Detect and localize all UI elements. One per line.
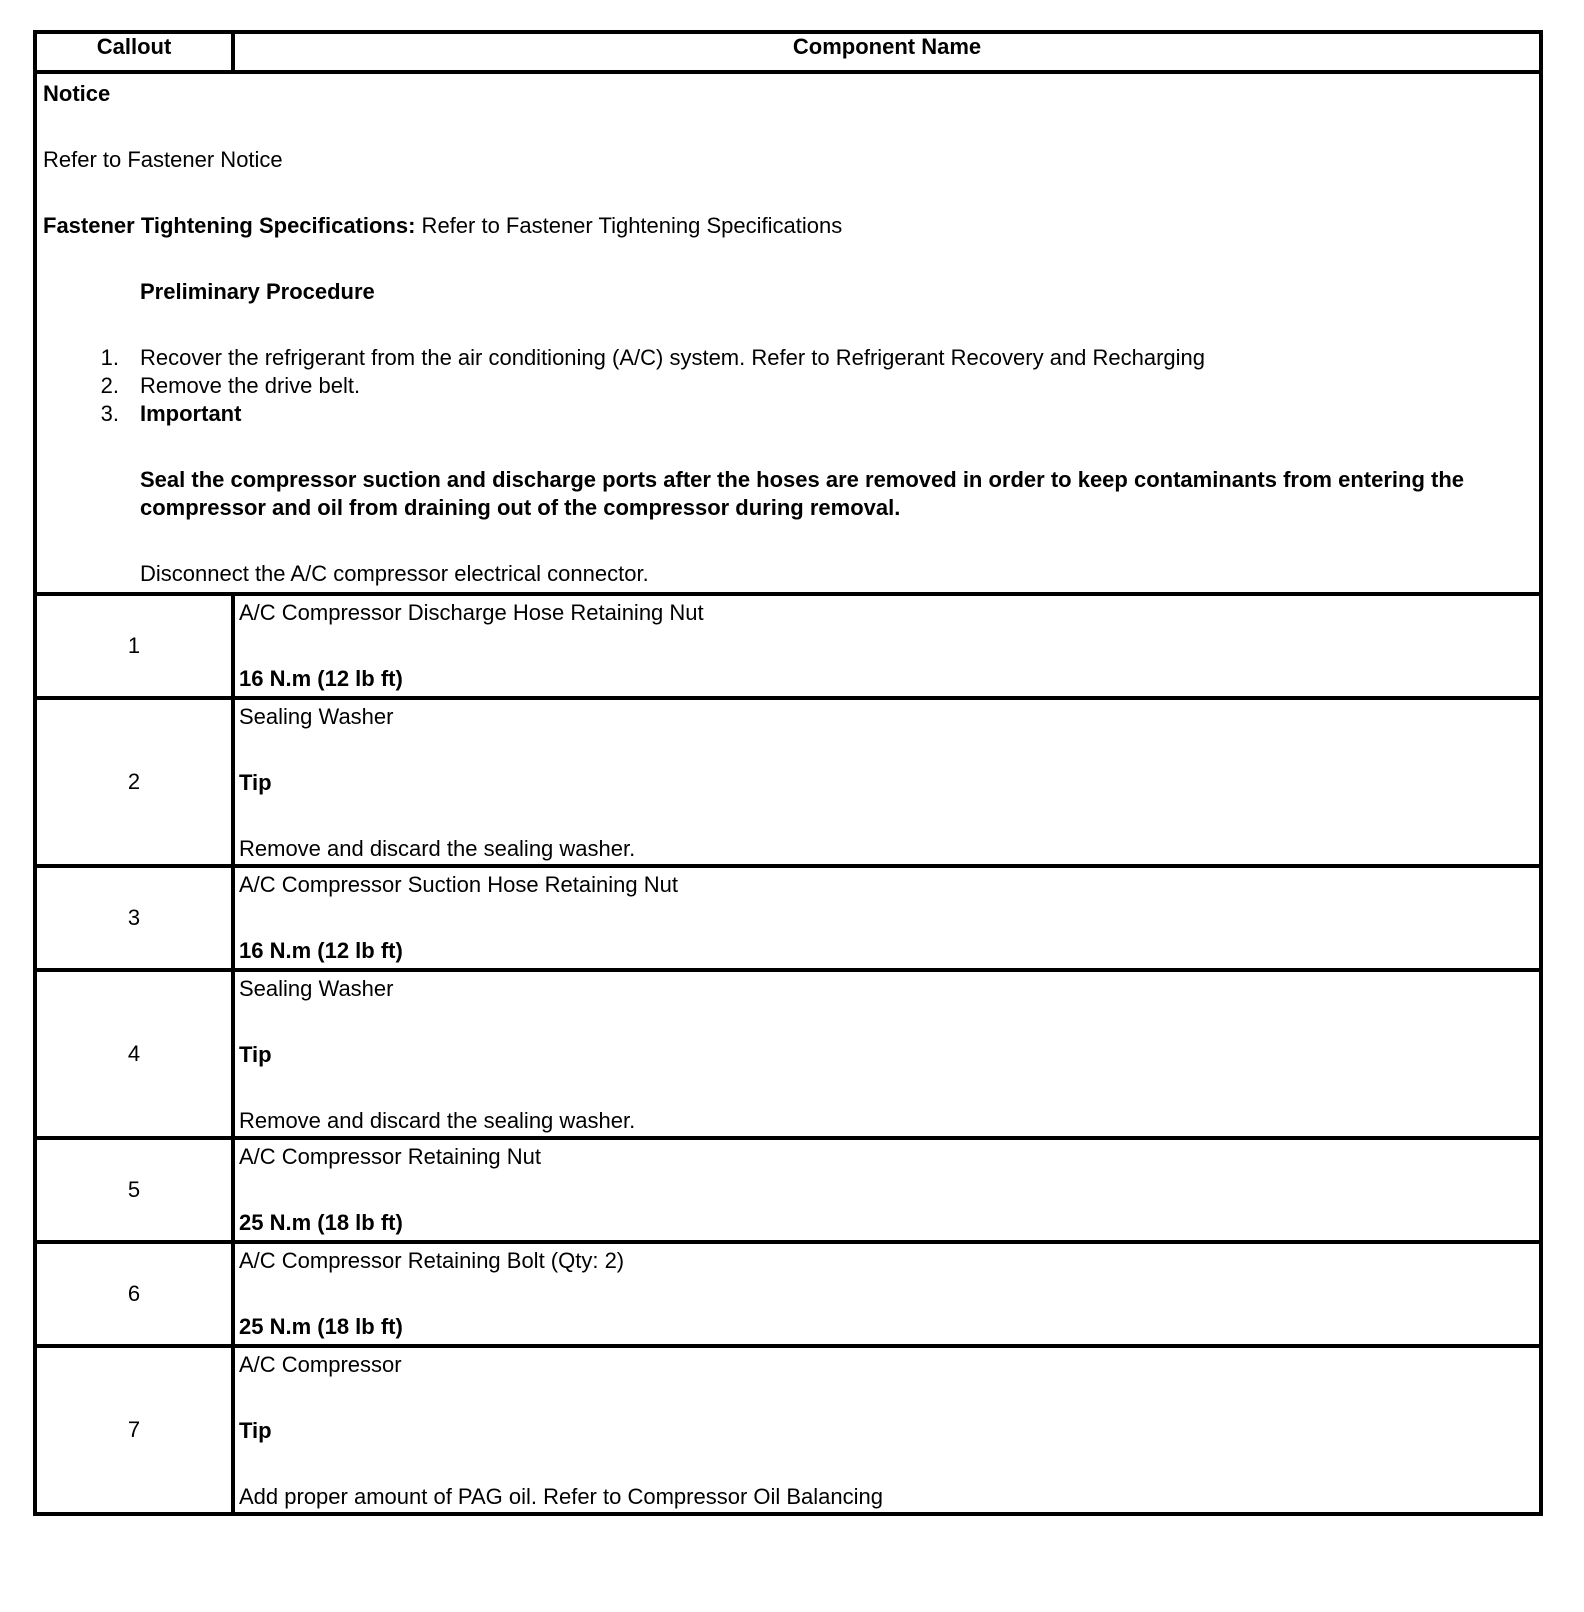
callout-number: 3 <box>35 866 233 970</box>
header-component-name: Component Name <box>233 32 1541 72</box>
table-row <box>35 970 1541 1138</box>
table-row <box>35 1242 1541 1346</box>
component-name: A/C Compressor Suction Hose Retaining Nut <box>239 872 678 897</box>
tip-text: Add proper amount of PAG oil. Refer to Compressor Oil Balancing <box>239 1484 884 1509</box>
table-row <box>35 698 1541 866</box>
preliminary-procedure-title: Preliminary Procedure <box>140 279 375 304</box>
component-cell <box>233 970 1541 1138</box>
component-name: A/C Compressor Discharge Hose Retaining Nut <box>239 600 704 625</box>
tip-text: Remove and discard the sealing washer. <box>239 836 636 861</box>
intro-row <box>35 72 1541 594</box>
torque-spec: 16 N.m (12 lb ft) <box>239 666 403 691</box>
procedure-steps <box>43 344 1533 428</box>
important-text: Seal the compressor suction and discharge ports after the hoses are removed in order to keep contaminants from entering the compressor and oil from draining out of the compressor during removal. <box>140 467 1464 520</box>
notice-text: Refer to Fastener Notice <box>43 147 283 172</box>
header-callout: Callout <box>35 32 233 72</box>
component-cell <box>233 1138 1541 1242</box>
component-name: A/C Compressor Retaining Nut <box>239 1144 542 1169</box>
tip-label: Tip <box>239 770 272 795</box>
torque-spec: 25 N.m (18 lb ft) <box>239 1210 403 1235</box>
component-cell <box>233 866 1541 970</box>
table-row <box>35 594 1541 698</box>
callout-number: 6 <box>35 1242 233 1346</box>
component-name: A/C Compressor <box>239 1352 402 1377</box>
callout-number: 5 <box>35 1138 233 1242</box>
table-row <box>35 1346 1541 1514</box>
component-cell <box>233 1242 1541 1346</box>
fastener-spec-line <box>43 212 1533 240</box>
table-header-row <box>35 32 1541 72</box>
torque-spec: 16 N.m (12 lb ft) <box>239 938 403 963</box>
procedure-step: 1. Recover the refrigerant from the air conditioning (A/C) system. Refer to Refrigerant Recovery and Recharging <box>100 345 1206 370</box>
fastener-spec-text: Refer to Fastener Tightening Specifications <box>415 213 843 238</box>
component-table <box>33 30 1543 1516</box>
table-row <box>35 866 1541 970</box>
callout-number: 4 <box>35 970 233 1138</box>
tip-label: Tip <box>239 1418 272 1443</box>
component-name: Sealing Washer <box>239 976 394 1001</box>
component-cell <box>233 698 1541 866</box>
component-name: A/C Compressor Retaining Bolt (Qty: 2) <box>239 1248 625 1273</box>
callout-number: 7 <box>35 1346 233 1514</box>
component-cell <box>233 1346 1541 1514</box>
fastener-spec-label: Fastener Tightening Specifications: <box>43 213 416 238</box>
component-name: Sealing Washer <box>239 704 394 729</box>
procedure-step: 3. Important <box>100 401 242 426</box>
procedure-step: 2. Remove the drive belt. <box>100 373 361 398</box>
notice-title: Notice <box>43 81 111 106</box>
torque-spec: 25 N.m (18 lb ft) <box>239 1314 403 1339</box>
tip-label: Tip <box>239 1042 272 1067</box>
final-step-text: Disconnect the A/C compressor electrical connector. <box>140 561 649 586</box>
callout-number: 2 <box>35 698 233 866</box>
tip-text: Remove and discard the sealing washer. <box>239 1108 636 1133</box>
callout-number: 1 <box>35 594 233 698</box>
component-cell <box>233 594 1541 698</box>
table-row <box>35 1138 1541 1242</box>
intro-cell <box>35 72 1541 594</box>
